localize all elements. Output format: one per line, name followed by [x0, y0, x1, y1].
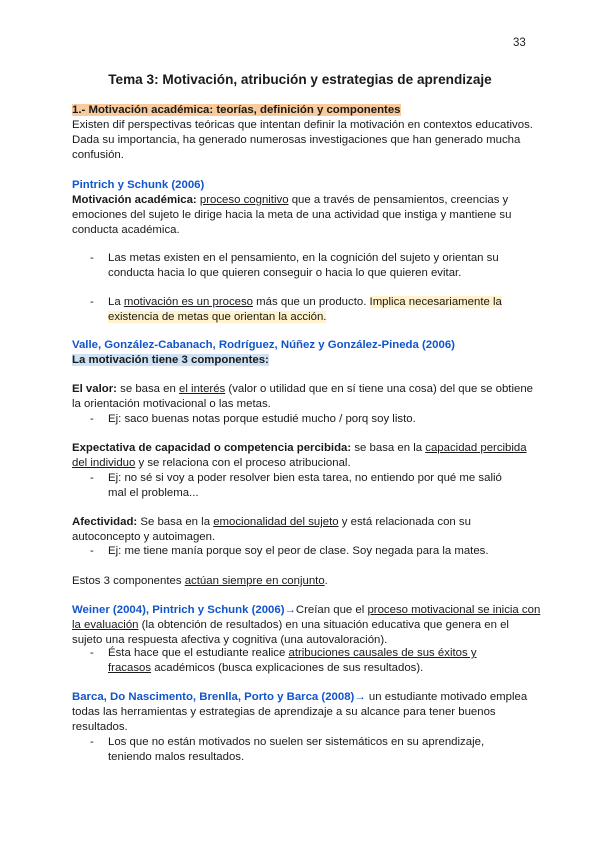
bullet-dash: - [90, 647, 94, 659]
expectativa-paragraph: Expectativa de capacidad o competencia percibida: se basa en la capacidad percibida del individuo y se relaciona con el proceso atribucional. [72, 442, 527, 469]
subheading: La motivación tiene 3 componentes: [72, 354, 269, 366]
afectividad-paragraph: Afectividad: Se basa en la emocionalidad del sujeto y está relacionada con su autoconcepto y autoimagen. [72, 516, 471, 543]
bullet-dash: - [90, 252, 94, 264]
list-item: - Las metas existen en el pensamiento, en la cognición del sujeto y orientan su conducta hacia lo que quieren conseguir o hacia lo que quieren evitar. [90, 252, 499, 279]
bullet-dash: - [90, 296, 94, 308]
pintrich-block [72, 178, 542, 238]
list-item: - Ej: saco buenas notas porque estudié mucho / porq soy listo. [90, 413, 416, 425]
definition-paragraph: Motivación académica: proceso cognitivo que a través de pensamientos, creencias y emociones del sujeto le dirige hacia la meta de una actividad que instiga y mantiene su conducta académica. [72, 194, 512, 236]
page-number: 33 [513, 37, 526, 49]
section-intro: Existen dif perspectivas teóricas que intentan definir la motivación en contextos educativos. Dada su importancia, ha generado numerosas investigaciones que han generado mucha confusión. [72, 119, 533, 161]
author-heading: Pintrich y Schunk (2006) [72, 179, 205, 191]
summary-paragraph: Estos 3 componentes actúan siempre en conjunto. [72, 575, 328, 587]
arrow-icon: → [284, 604, 296, 616]
barca-paragraph: Barca, Do Nascimento, Brenlla, Porto y Barca (2008)→ un estudiante motivado emplea todas las herramientas y estrategias de aprendizaje a su alcance para tener buenos resultados. [72, 691, 528, 733]
list-item: - La motivación es un proceso más que un producto. Implica necesariamente la existencia de metas que orientan la acción. [90, 296, 502, 323]
bullet-dash: - [90, 413, 94, 425]
section-1 [72, 103, 542, 163]
bullet-dash: - [90, 736, 94, 748]
weiner-paragraph: Weiner (2004), Pintrich y Schunk (2006)→Creían que el proceso motivacional se inicia con la evaluación (la obtención de resultados) en una situación educativa que genera en el sujeto una respuesta afectiva y cognitiva (una autovaloración). [72, 604, 541, 646]
valle-block [72, 338, 542, 368]
author-heading: Valle, González-Cabanach, Rodríguez, Núñez y González-Pineda (2006) [72, 339, 455, 351]
page-title: Tema 3: Motivación, atribución y estrategias de aprendizaje [108, 72, 492, 87]
list-item: - Ej: me tiene manía porque soy el peor de clase. Soy negada para la mates. [90, 545, 489, 557]
list-item: - Los que no están motivados no suelen ser sistemáticos en su aprendizaje, teniendo malos resultados. [90, 736, 485, 763]
arrow-icon: → [354, 691, 366, 703]
valor-paragraph: El valor: se basa en el interés (valor o utilidad que en sí tiene una cosa) del que se obtiene la orientación motivacional o las metas. [72, 383, 534, 410]
section-heading: 1.- Motivación académica: teorías, definición y componentes [72, 104, 401, 116]
list-item: - Ésta hace que el estudiante realice atribuciones causales de sus éxitos y fracasos académicos (busca explicaciones de sus resultados). [90, 647, 477, 674]
list-item: - Ej: no sé si voy a poder resolver bien esta tarea, no entiendo por qué me salió mal el problema... [90, 472, 502, 499]
bullet-dash: - [90, 472, 94, 484]
bullet-dash: - [90, 545, 94, 557]
